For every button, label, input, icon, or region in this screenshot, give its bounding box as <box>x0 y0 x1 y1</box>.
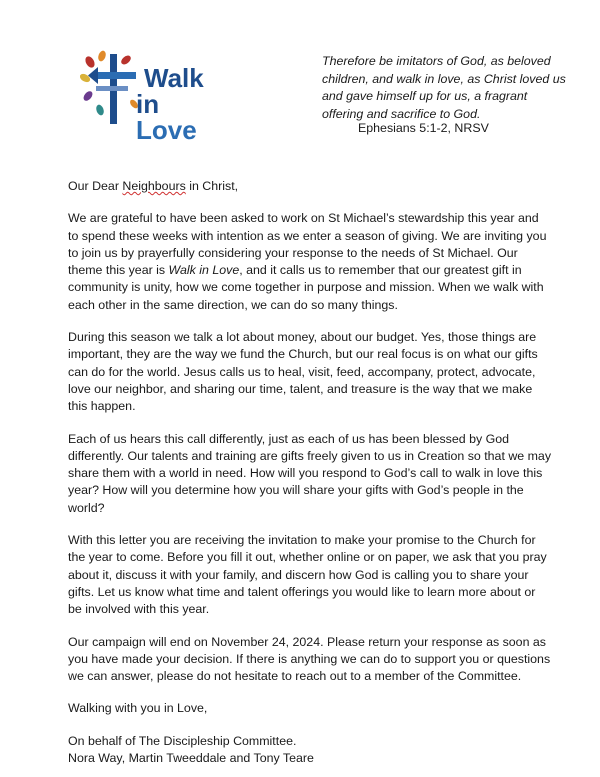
logo-word-in: in <box>136 89 160 119</box>
arrow-shaft <box>96 86 128 91</box>
leaf-mark <box>80 72 92 84</box>
logo-word-love: Love <box>136 115 197 145</box>
leaf-mark <box>97 50 107 63</box>
leaf-mark <box>120 54 133 66</box>
salutation-marked-word: Neighbours <box>122 179 186 193</box>
signers-line: Nora Way, Martin Tweeddale and Tony Teare <box>68 751 314 766</box>
cross-arrow-leaves-icon <box>80 48 144 128</box>
paragraph-2: During this season we talk a lot about money, about our budget. Yes, those things are important, they are the way we fund the Church, but our real focus is on what our gifts can do for the world. Jesus calls us to heal, visit, feed, accompany, protect, advocate, love our neighbor, and sharing our time, talent, and treasure is the way that we make this happen. <box>68 330 538 414</box>
salutation-prefix: Our Dear <box>68 179 123 193</box>
paragraph-1-before: We are grateful to have been asked to work on St Michael’s stewardship this year and to spend these weeks with intention as we enter a season of giving. We are inviting you to join us by prayerfully considering your response to the needs of St Michael. Our theme this year is <box>68 211 547 278</box>
salutation-suffix: in Christ, <box>185 179 239 193</box>
paragraph-4: With this letter you are receiving the invitation to make your promise to the Church for the year to come. Before you fill it out, whether online or on paper, we ask that you pray about it, discuss it with your family, and discern how God is calling you to share your gifts. Let us know what time and talent offerings you would like to learn more about or be involved with this year. <box>68 533 547 617</box>
logo-word-walk: Walk <box>144 63 204 93</box>
leaf-mark <box>82 90 94 103</box>
arrow-head <box>88 67 98 84</box>
paragraph-1 <box>68 210 552 314</box>
scripture-quote: Therefore be imitators of God, as beloved children, and walk in love, as Christ loved us and gave himself up for us, a fragrant offering and sacrifice to God. <box>322 54 566 121</box>
paragraph-1-theme: Walk in Love <box>168 263 240 278</box>
paragraph-3: Each of us hears this call differently, just as each of us has been blessed by God differently. Our talents and training are gifts freely given to us in Creation so that we may share them with a world in need. How will you respond to God’s call to walk in love this year? How will you determine how you will share your gifts with God’s people in the world? <box>68 431 552 515</box>
paragraph-1-after: , and it calls us to remember that our greatest gift in community is unity, how we come together in purpose and mission. When we walk with each other in the same direction, we can do so many things. <box>68 263 544 312</box>
closing-line: Walking with you in Love, <box>68 701 208 716</box>
logo-word-in-love <box>136 91 220 143</box>
behalf-line: On behalf of The Discipleship Committee. <box>68 733 297 748</box>
letter-body <box>68 178 552 767</box>
cross-horizontal <box>96 72 136 79</box>
paragraph-5: Our campaign will end on November 24, 2024. Please return your response as soon as you have made your decision. If there is anything we can do to support you or questions we can answer, please do not hesitate to reach out to a member of the Committee. <box>68 634 551 684</box>
scripture-reference: Ephesians 5:1-2, NRSV <box>358 121 489 135</box>
signature-block <box>68 733 552 768</box>
leaf-mark <box>84 55 97 69</box>
leaf-mark <box>95 104 105 117</box>
walk-in-love-logo <box>80 48 220 145</box>
salutation <box>68 178 552 195</box>
